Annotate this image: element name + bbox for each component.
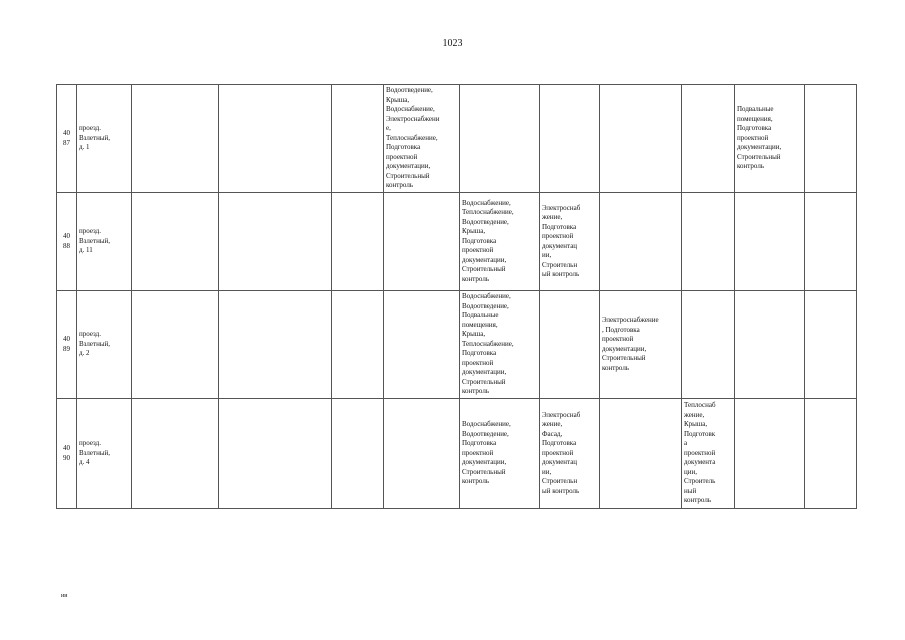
empty-cell <box>219 85 332 193</box>
table-row <box>57 193 857 291</box>
work-cell <box>682 291 735 399</box>
work-cell <box>600 291 682 399</box>
empty-cell <box>132 193 219 291</box>
footer-mark: ии <box>61 593 68 599</box>
empty-cell <box>219 291 332 399</box>
empty-cell <box>332 399 384 509</box>
table-row <box>57 291 857 399</box>
cell-text: Водоснабжение, Водоотведение, Подвальные помещения, Крыша, Теплоснабжение, Подготовка проектной документации, Строительный контроль <box>462 292 514 396</box>
cell-text: Водоснабжение, Теплоснабжение, Водоотведение, Крыша, Подготовка проектной документации, Строительный контроль <box>462 198 514 283</box>
work-cell <box>384 193 460 291</box>
work-cell <box>600 85 682 193</box>
table-row <box>57 85 857 193</box>
empty-cell <box>805 399 857 509</box>
address-cell <box>77 291 132 399</box>
cell-text: Электроснаб жение, Подготовка проектной документац ии, Строительн ый контроль <box>542 203 581 278</box>
empty-cell <box>805 85 857 193</box>
work-cell <box>735 399 805 509</box>
empty-cell <box>805 193 857 291</box>
work-cell <box>540 399 600 509</box>
work-cell <box>460 399 540 509</box>
work-cell <box>735 193 805 291</box>
address-cell <box>77 85 132 193</box>
work-cell <box>600 399 682 509</box>
cell-text: проезд. Взлетный, д. 4 <box>79 439 111 467</box>
work-cell <box>540 193 600 291</box>
row-number-cell <box>57 291 77 399</box>
work-cell <box>460 85 540 193</box>
cell-text: Водоснабжение, Водоотведение, Подготовка проектной документации, Строительный контроль <box>462 420 511 486</box>
empty-cell <box>132 399 219 509</box>
work-cell <box>682 399 735 509</box>
empty-cell <box>805 291 857 399</box>
work-cell <box>735 291 805 399</box>
cell-text: Электроснабжение , Подготовка проектной документации, Строительный контроль <box>602 316 659 372</box>
work-cell <box>682 85 735 193</box>
row-number-cell <box>57 193 77 291</box>
work-cell <box>460 193 540 291</box>
empty-cell <box>332 85 384 193</box>
empty-cell <box>219 399 332 509</box>
cell-text: Подвальные помещения, Подготовка проектной документации, Строительный контроль <box>737 105 782 171</box>
cell-text: Водоотведение, Крыша, Водоснабжение, Электроснабжени е, Теплоснабжение, Подготовка проектной документации, Строительный контроль <box>386 86 440 190</box>
cell-text: проезд. Взлетный, д. 2 <box>79 330 111 358</box>
table-row <box>57 399 857 509</box>
row-number-cell <box>57 399 77 509</box>
cell-text: 40 90 <box>63 444 70 462</box>
work-cell <box>384 399 460 509</box>
work-cell <box>384 291 460 399</box>
capital-repair-table <box>56 84 857 509</box>
address-cell <box>77 193 132 291</box>
empty-cell <box>332 291 384 399</box>
work-cell <box>540 291 600 399</box>
address-cell <box>77 399 132 509</box>
work-cell <box>600 193 682 291</box>
row-number-cell <box>57 85 77 193</box>
work-cell <box>460 291 540 399</box>
empty-cell <box>332 193 384 291</box>
cell-text: проезд. Взлетный, д. 1 <box>79 124 111 152</box>
work-cell <box>540 85 600 193</box>
work-cell <box>682 193 735 291</box>
empty-cell <box>219 193 332 291</box>
cell-text: 40 89 <box>63 335 70 353</box>
cell-text: 40 87 <box>63 129 70 147</box>
work-cell <box>735 85 805 193</box>
work-cell <box>384 85 460 193</box>
page-number: 1023 <box>442 38 463 49</box>
cell-text: Электроснаб жение, Фасад, Подготовка проектной документац ии, Строительн ый контроль <box>542 410 581 495</box>
empty-cell <box>132 85 219 193</box>
cell-text: 40 88 <box>63 232 70 250</box>
empty-cell <box>132 291 219 399</box>
cell-text: проезд. Взлетный, д. 11 <box>79 227 111 255</box>
cell-text: Теплоснаб жение, Крыша, Подготовк а проектной документа ции, Строитель ный контроль <box>684 401 716 505</box>
